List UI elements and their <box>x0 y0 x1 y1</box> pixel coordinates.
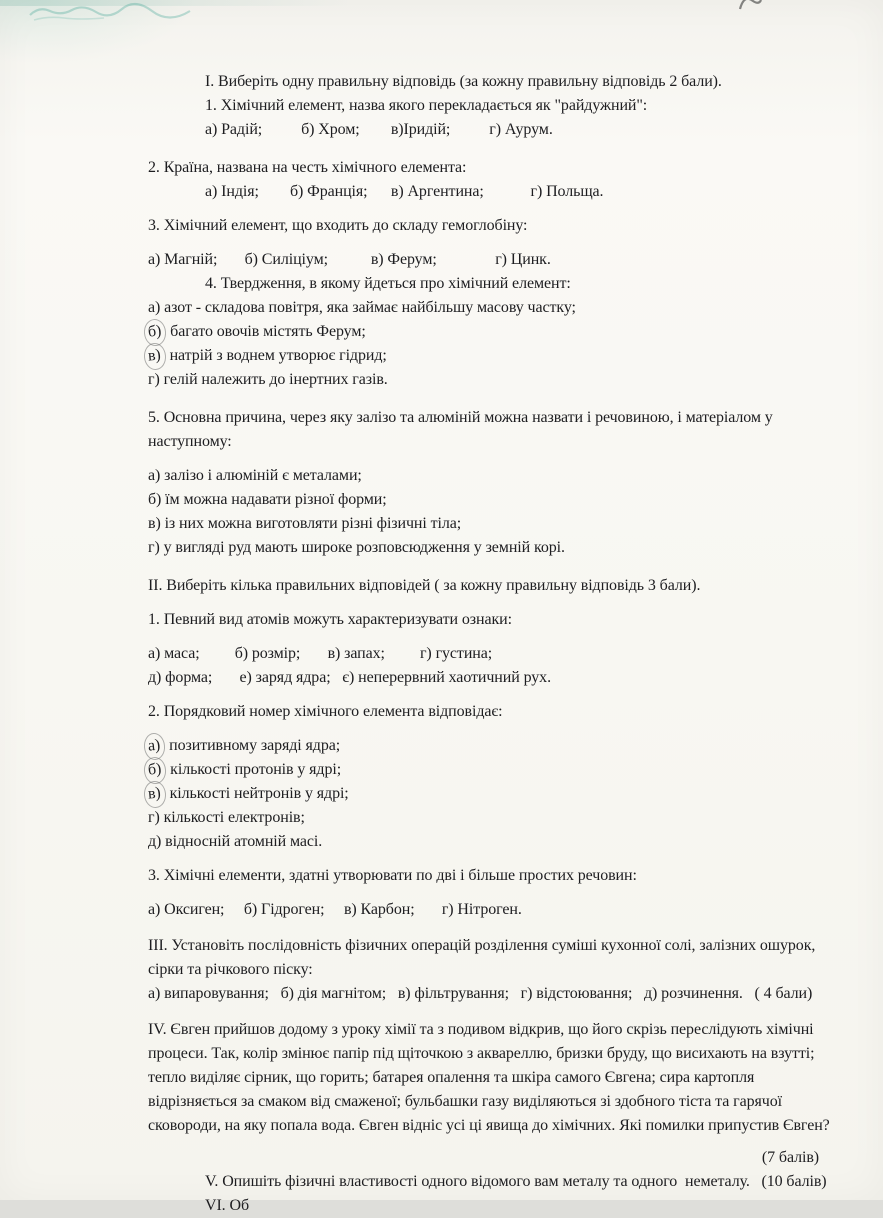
s1-q5-text-line1: 5. Основна причина, через яку залізо та алюміній можна назвати і речовиною, і матеріалом у <box>148 409 773 426</box>
s2-q1-options-row2: д) форма; е) заряд ядра; є) неперервний хаотичний рух. <box>148 669 551 686</box>
section-3-line2: сірки та річкового піску: <box>148 961 313 978</box>
section-2-heading: ІІ. Виберіть кілька правильних відповідей ( за кожну правильну відповідь 3 бали). <box>148 577 701 594</box>
s1-q5-option-d: г) у вигляді руд мають широке розповсюдження у земній корі. <box>148 539 565 556</box>
section-4-line4: відрізняється за смаком від смаженої; бульбашки газу виділяються зі здобного тіста та гарячої <box>148 1093 782 1110</box>
section-4-line3: тепло виділяє сірник, що горить; батарея опалення та шкіра самого Євгена; сира картопля <box>148 1069 755 1086</box>
section-3-line1: ІІІ. Установіть послідовність фізичних операцій розділення суміші кухонної солі, залізних ошурок, <box>148 937 816 954</box>
s2-q2-option-b <box>148 758 863 782</box>
s1-q4-option-a: а) азот - складова повітря, яка займає найбільшу масову частку; <box>148 299 576 316</box>
s2-q2-option-a <box>148 734 863 758</box>
s2-q2-option-a-rest: позитивному заряді ядра; <box>165 737 341 754</box>
pencil-circle-mark: в) <box>143 780 167 809</box>
s1-q5-option-b: б) їм можна надавати різної форми; <box>148 491 387 508</box>
s2-q3-text: 3. Хімічні елементи, здатні утворювати по дві і більше простих речовин: <box>148 867 637 884</box>
s1-q5-text-line2: наступному: <box>148 433 232 450</box>
s2-q2-text: 2. Порядковий номер хімічного елемента відповідає: <box>148 703 503 720</box>
s2-q1-options-row1: а) маса; б) розмір; в) запах; г) густина; <box>148 645 493 662</box>
s2-q2-option-e: д) відносній атомній масі. <box>148 833 323 850</box>
s1-q1-options: а) Радій; б) Хром; в)Іридій; г) Аурум. <box>205 121 553 138</box>
section-1-heading: І. Виберіть одну правильну відповідь (за кожну правильну відповідь 2 бали). <box>205 73 722 90</box>
pencil-circle-mark: а) <box>143 732 167 761</box>
s2-q1-text: 1. Певний вид атомів можуть характеризувати ознаки: <box>148 611 512 628</box>
section-5-text: V. Опишіть фізичні властивості одного відомого вам металу та одного неметалу. (10 балів) <box>205 1173 827 1190</box>
s1-q2-options: а) Індія; б) Франція; в) Аргентина; г) Польща. <box>205 183 604 200</box>
section-4-line5: сковороди, на яку попала вода. Євген відніс усі ці явища до хімічних. Які помилки припустив Євген? <box>148 1117 830 1134</box>
section-4-score: (7 балів) <box>761 1149 819 1166</box>
s1-q5-option-a: а) залізо і алюміній є металами; <box>148 467 362 484</box>
section-3-options: а) випаровування; б) дія магнітом; в) фільтрування; г) відстоювання; д) розчинення. ( 4 бали) <box>148 985 813 1002</box>
s2-q3-options: а) Оксиген; б) Гідроген; в) Карбон; г) Нітроген. <box>148 901 522 918</box>
s1-q2-text: 2. Країна, названа на честь хімічного елемента: <box>148 159 467 176</box>
s2-q2-option-c <box>148 782 863 806</box>
section-4-line1: IV. Євген прийшов додому з уроку хімії та з подивом відкрив, що його скрізь переслідують хімічні <box>148 1021 814 1038</box>
s1-q4-option-c-rest: натрій з воднем утворює гідрид; <box>165 347 387 364</box>
pencil-circle-mark: б) <box>143 318 168 347</box>
s1-q4-option-b <box>148 320 863 344</box>
s2-q2-option-c-rest: кількості нейтронів у ядрі; <box>165 785 349 802</box>
s2-q2-option-b-rest: кількості протонів у ядрі; <box>166 761 342 778</box>
s1-q4-option-d: г) гелій належить до інертних газів. <box>148 371 388 388</box>
s1-q3-options: а) Магній; б) Силіціум; в) Ферум; г) Цинк. <box>148 251 551 268</box>
section-6-partial: VI. Об <box>205 1197 249 1214</box>
s1-q4-option-c <box>148 344 863 368</box>
pencil-circle-mark: в) <box>143 342 167 371</box>
s1-q1-text: 1. Хімічний елемент, назва якого перекладається як "райдужний": <box>205 97 648 114</box>
s1-q4-text: 4. Твердження, в якому йдеться про хімічний елемент: <box>205 275 571 292</box>
section-4-line2: процеси. Так, колір змінює папір під щіточкою з аквареллю, бризки бруду, що висихають на взутті; <box>148 1045 815 1062</box>
s2-q2-option-d: г) кількості електронів; <box>148 809 305 826</box>
s1-q3-text: 3. Хімічний елемент, що входить до складу гемоглобіну: <box>148 217 528 234</box>
s1-q4-option-b-rest: багато овочів містять Ферум; <box>166 323 366 340</box>
pencil-circle-mark: б) <box>143 756 168 785</box>
s1-q5-option-c: в) із них можна виготовляти різні фізичні тіла; <box>148 515 462 532</box>
